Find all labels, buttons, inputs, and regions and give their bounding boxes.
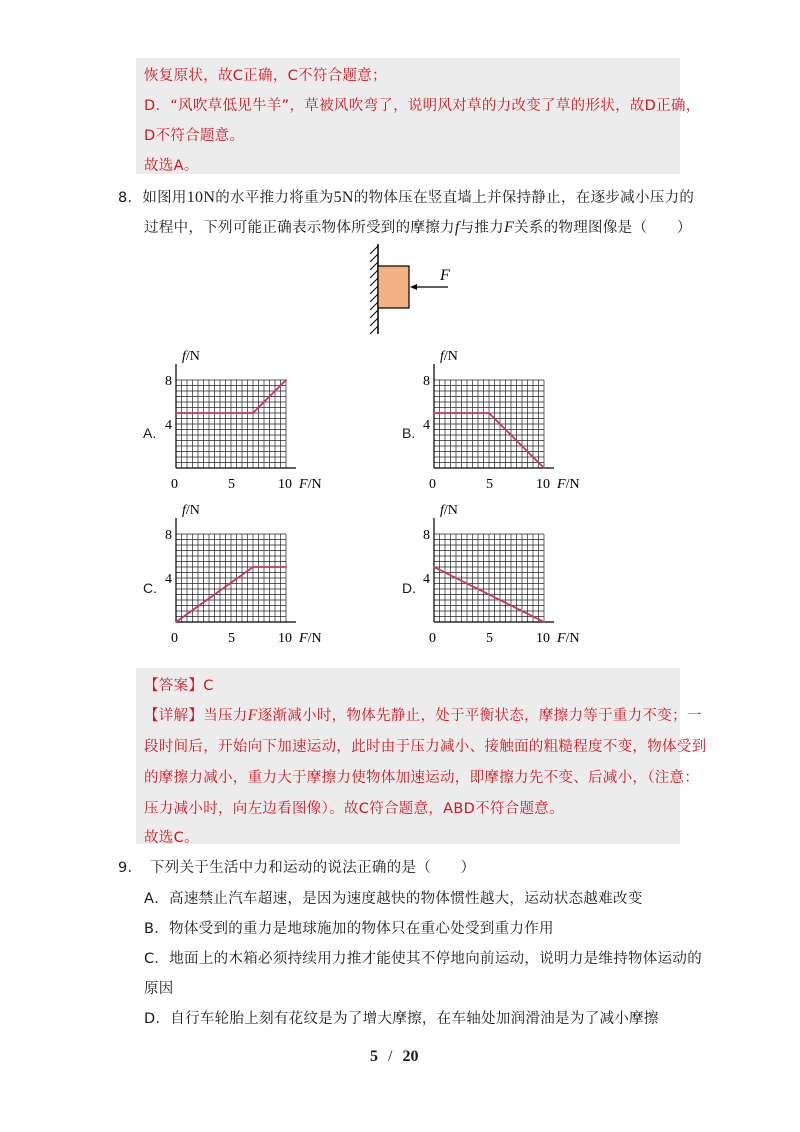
x-tick-label: 10 [278,631,292,646]
detail-label: 【详解】 [144,708,204,724]
block [378,266,409,308]
q8-weight-value: 5N [333,189,354,206]
q8-force-value: 10N [186,189,216,206]
data-point [175,412,177,414]
option-label-d: D. [402,580,416,596]
x-tick-label: 5 [228,477,235,492]
answer8-detail-1 [144,704,702,725]
graph-d [394,504,594,654]
x-tick-label: 10 [536,477,550,492]
prev-answer-line1: 恢复原状，故C正确，C不符合题意； [144,68,387,84]
answer8-detail-5: 故选C。 [144,830,199,846]
wall-block-diagram [360,242,460,336]
data-point [543,467,545,469]
q8-line1 [118,186,694,207]
q8-text-2a: 过程中，下列可能正确表示物体所受到的摩擦力 [144,220,455,236]
option-label-a: A. [143,425,157,441]
y-axis-unit: /N [443,350,458,364]
graph-grid [434,380,544,468]
y-axis-symbol: f [182,504,186,518]
x-axis-unit: /N [565,477,580,492]
data-point [543,621,545,623]
graph-a [136,350,336,500]
x-axis-unit: /N [565,631,580,646]
q8-text-1b: 的水平推力将重为 [215,190,334,206]
data-point [252,412,254,414]
x-axis-unit: /N [307,631,322,646]
q8-text-2c: 关系的物理图像是（ ） [514,220,692,236]
q8-f-symbol: f [454,219,460,236]
x-tick-label: 0 [171,631,178,646]
graph-grid [434,534,544,622]
option-label-b: B. [402,425,416,441]
data-point [252,566,254,568]
detail-F-symbol: F [247,707,258,724]
answer8-detail-2: 段时间后，开始向下加速运动，此时由于压力减小、接触面的粗糙程度不变，物体受到 [144,739,707,755]
x-axis-symbol: F [299,477,308,492]
x-axis-unit: /N [307,477,322,492]
x-axis-symbol: F [299,631,308,646]
q9-option-c-line2: 原因 [144,981,174,997]
x-axis-label [298,631,322,646]
x-axis-symbol: F [557,631,566,646]
x-tick-label: 10 [278,477,292,492]
data-point [488,412,490,414]
wall-hatch [370,246,378,334]
page-total: 20 [402,1048,419,1065]
y-tick-label: 4 [165,572,172,587]
y-axis-unit: /N [185,350,200,364]
y-tick-label: 8 [165,528,172,543]
x-tick-label: 5 [486,631,493,646]
q8-text-1c: 的物体压在竖直墙上并保持静止，在逐步减小压力的 [353,190,695,206]
y-tick-label: 8 [423,374,430,389]
y-axis-label [440,350,458,364]
answer8-detail-3: 的摩擦力减小，重力大于摩擦力使物体加速运动，即摩擦力先不变、后减小，（注意： [144,770,700,786]
answer8-detail-4: 压力减小时，向左边看图像）。故C符合题意，ABD不符合题意。 [144,801,564,817]
x-tick-label: 5 [228,631,235,646]
prev-answer-line2: D．“风吹草低见牛羊”，草被风吹弯了，说明风对草的力改变了草的形状，故D正确， [144,98,701,114]
y-tick-label: 4 [423,572,430,587]
diagram-force-label: F [440,267,450,284]
x-tick-label: 0 [429,477,436,492]
graph-grid [176,534,286,622]
y-axis-symbol: f [440,350,444,364]
q8-F-symbol: F [503,219,515,236]
q9-option-d: D．自行车轮胎上刻有花纹是为了增大摩擦，在车轴处加润滑油是为了减小摩擦 [144,1011,659,1027]
y-tick-label: 8 [165,374,172,389]
q8-text-2b: 与推力 [459,220,504,236]
q9-option-b: B．物体受到的重力是地球施加的物体只在重心处受到重力作用 [144,921,554,937]
x-tick-label: 10 [536,631,550,646]
prev-answer-line3: D不符合题意。 [144,128,245,144]
answer8-answer: 【答案】C [144,678,214,694]
page-number [370,1048,418,1066]
y-axis-symbol: f [182,350,186,364]
prev-answer-line4: 故选A。 [144,158,199,174]
y-tick-label: 4 [165,418,172,433]
q9-stem: 9． 下列关于生活中力和运动的说法正确的是（ ） [118,860,476,876]
data-point [285,566,287,568]
y-axis-unit: /N [443,504,458,518]
page-current: 5 [370,1048,378,1065]
force-arrowhead [410,284,417,290]
data-point [433,412,435,414]
y-axis-unit: /N [185,504,200,518]
data-point [175,621,177,623]
y-tick-label: 4 [423,418,430,433]
graph-grid [176,380,286,468]
y-axis-label [182,350,200,364]
x-axis-symbol: F [557,477,566,492]
x-axis-label [556,631,580,646]
option-label-c: C. [143,580,157,596]
x-axis-label [556,477,580,492]
q8-line2 [144,216,692,237]
graph-b [394,350,594,500]
q8-text-1a: 如图用 [142,190,187,206]
detail-1b: 逐渐减小时，物体先静止，处于平衡状态，摩擦力等于重力不变；一 [257,708,702,724]
x-tick-label: 0 [171,477,178,492]
q9-option-a: A．高速禁止汽车超速，是因为速度越快的物体惯性越大，运动状态越难改变 [144,891,643,907]
graph-c [136,504,336,654]
page-sep: / [388,1048,393,1065]
x-tick-label: 5 [486,477,493,492]
data-point [433,566,435,568]
detail-1a: 当压力 [203,708,248,724]
data-point [285,379,287,381]
y-axis-label [182,504,200,518]
y-axis-label [440,504,458,518]
q8-number: 8． [118,190,143,206]
q9-option-c-line1: C．地面上的木箱必须持续用力推才能使其不停地向前运动，说明力是维持物体运动的 [144,951,703,967]
x-axis-label [298,477,322,492]
x-tick-label: 0 [429,631,436,646]
y-axis-symbol: f [440,504,444,518]
y-tick-label: 8 [423,528,430,543]
